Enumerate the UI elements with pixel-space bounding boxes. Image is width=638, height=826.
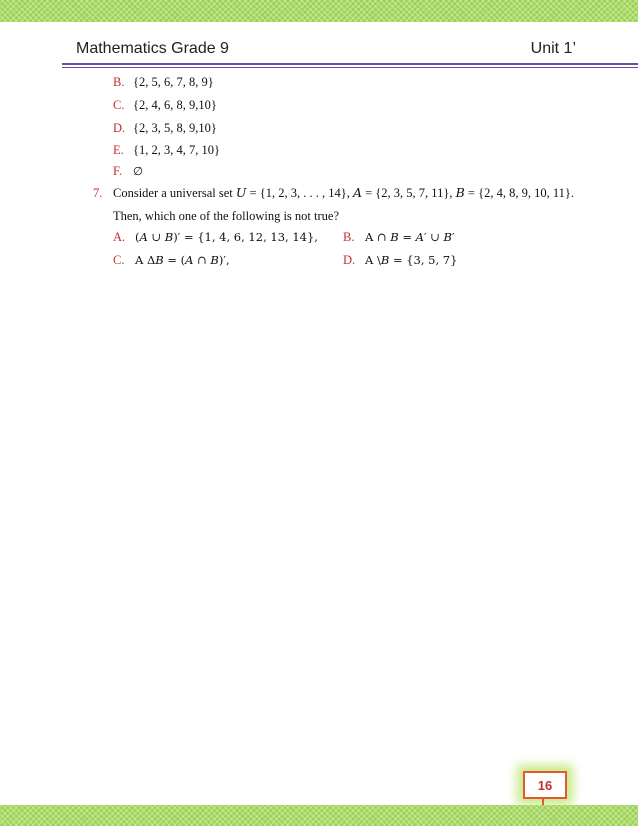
header-rule-thin [62,67,638,68]
choice-letter: B. [343,230,355,244]
choice-text: (𝐴 ∪ 𝐵)′ = {1, 4, 6, 12, 13, 14}, [135,230,318,244]
option-text: ∅ [133,164,144,178]
option-b [113,75,214,89]
choice-c [113,253,230,268]
question-stem: Consider a universal set 𝑈 = {1, 2, 3, . . . , 14}, 𝐴 = {2, 3, 5, 7, 11}, 𝐵 = {2, 4, 8, 9, 10, 11}. [113,186,574,200]
choice-letter: D. [343,253,356,267]
option-text: {1, 2, 3, 4, 7, 10} [133,143,220,157]
option-text: {2, 3, 5, 8, 9,10} [133,121,217,135]
bottom-decor-band [0,805,638,826]
choice-text: A ∩ 𝐵 = 𝐴′ ∪ 𝐵′ [365,230,455,244]
option-letter: D. [113,121,126,135]
choice-letter: A. [113,230,126,244]
option-c [113,98,217,112]
choice-text: A Δ𝐵 = (𝐴 ∩ 𝐵)′, [135,253,230,267]
option-letter: E. [113,143,124,157]
header-title: Mathematics Grade 9 [76,40,229,57]
option-letter: B. [113,75,125,89]
choice-text: A \𝐵 = {3, 5, 7} [365,253,458,267]
option-text: {2, 4, 6, 8, 9,10} [133,98,217,112]
page-number: 16 [523,771,567,799]
header-unit: Unit 1’ [530,40,576,57]
page-header [76,40,576,58]
question-number: 7. [93,186,103,200]
option-e [113,143,220,157]
choice-d [343,253,457,268]
option-d [113,121,217,135]
header-rule [62,63,638,65]
option-f [113,164,143,178]
question-7 [93,185,574,201]
question-7-prompt: Then, which one of the following is not true? [113,209,339,223]
option-letter: C. [113,98,125,112]
top-decor-band [0,0,638,22]
choice-b [343,230,455,245]
option-letter: F. [113,164,123,178]
option-text: {2, 5, 6, 7, 8, 9} [133,75,214,89]
choice-a [113,230,318,245]
choice-letter: C. [113,253,125,267]
